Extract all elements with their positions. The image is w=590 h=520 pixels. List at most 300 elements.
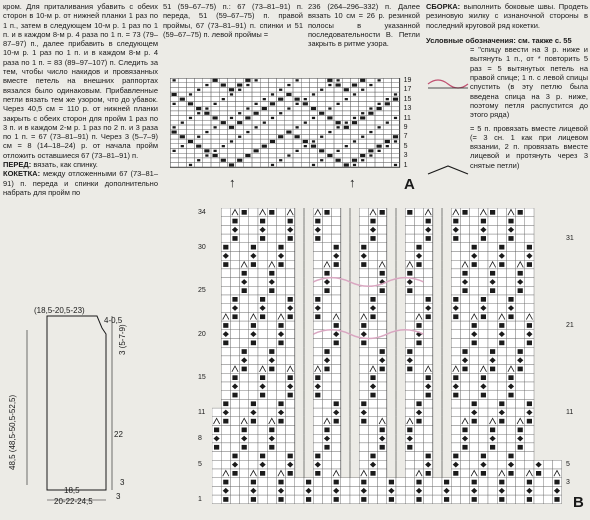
- chart-a-stitch: [255, 103, 258, 105]
- chart-b-cell: [230, 269, 239, 278]
- chart-b-cell: [267, 234, 276, 243]
- chart-b-cell: [414, 426, 423, 435]
- chart-b-cell: [249, 208, 258, 217]
- chart-b-stitch: [380, 288, 385, 293]
- chart-b-cell: [497, 426, 506, 435]
- chart-b-cell: [479, 339, 488, 348]
- chart-b-cell: [525, 347, 534, 356]
- chart-a-stitch: [378, 150, 381, 152]
- chart-a-stitch: [196, 107, 201, 110]
- chart-b-cell: [286, 399, 295, 408]
- chart-b-cell: [470, 286, 479, 295]
- chart-a-stitch: [344, 126, 349, 129]
- chart-b-cell: [525, 434, 534, 443]
- chart-b-cell: [230, 347, 239, 356]
- schematic-height-label: 48,5 (48,5-50,5-52,5): [8, 394, 17, 470]
- chart-a-stitch: [196, 145, 201, 148]
- chart-b-cell: [424, 408, 433, 417]
- chart-b-stitch: [334, 262, 339, 267]
- chart-a-stitch: [238, 136, 241, 138]
- chart-b-stitch: [334, 245, 339, 250]
- chart-b-cell: [359, 225, 368, 234]
- chart-b-cell: [488, 460, 497, 469]
- chart-a-row-number: 7: [403, 133, 408, 141]
- chart-a-stitch: [255, 126, 258, 128]
- legend-title: Условные обозначения: см. также с. 55: [426, 35, 572, 45]
- chart-b-stitch: [453, 314, 458, 319]
- chart-b-cell: [240, 408, 249, 417]
- chart-a-stitch: [246, 107, 249, 109]
- chart-b-cell: [313, 426, 322, 435]
- chart-b-stitch: [324, 428, 329, 433]
- chart-b-cell: [359, 460, 368, 469]
- chart-b-cell: [488, 486, 497, 495]
- chart-a-stitch: [312, 93, 315, 95]
- loop-stitch-icon: [428, 80, 468, 88]
- chart-a-row-number: 19: [403, 77, 412, 84]
- chart-b-cell: [479, 443, 488, 452]
- chart-b-stitch: [453, 297, 458, 302]
- chart-b-cell: [332, 391, 341, 400]
- chart-a-stitch: [378, 103, 381, 105]
- chart-b-cell: [359, 269, 368, 278]
- chart-b-cell: [286, 408, 295, 417]
- chart-b-cell: [424, 347, 433, 356]
- chart-b-cell: [368, 426, 377, 435]
- chart-b-stitch: [288, 393, 293, 398]
- chart-a-stitch: [214, 126, 217, 128]
- chart-b-cell: [516, 399, 525, 408]
- chart-b-stitch: [334, 323, 339, 328]
- chart-a-stitch: [385, 140, 390, 143]
- chart-b-stitch: [389, 480, 394, 485]
- chart-b-cell: [405, 339, 414, 348]
- chart-b-stitch: [288, 219, 293, 224]
- chart-b-stitch: [324, 367, 329, 372]
- chart-b-stitch: [453, 375, 458, 380]
- chart-b-cell: [497, 356, 506, 365]
- chart-a-stitch: [385, 102, 390, 105]
- chart-b-cell: [313, 356, 322, 365]
- chart-a-stitch: [304, 98, 307, 100]
- chart-b-cell: [451, 399, 460, 408]
- chart-a-stitch: [213, 116, 218, 119]
- chart-a-stitch: [320, 159, 323, 161]
- chart-b-cell: [276, 304, 285, 313]
- chart-b-cell: [276, 443, 285, 452]
- chart-b-cell: [359, 217, 368, 226]
- chart-b-cell: [460, 312, 469, 321]
- chart-a-stitch: [394, 140, 397, 142]
- chart-a-stitch: [394, 93, 397, 95]
- chart-a-stitch: [173, 150, 176, 152]
- chart-a-stitch: [270, 140, 275, 143]
- chart-b-cell: [286, 434, 295, 443]
- chart-a-stitch: [345, 98, 348, 100]
- chart-b-stitch: [508, 471, 513, 476]
- chart-b-cell: [230, 443, 239, 452]
- chart-b-cell: [488, 382, 497, 391]
- chart-a-stitch: [353, 93, 356, 95]
- chart-a-stitch: [278, 98, 283, 101]
- chart-b-cell: [313, 443, 322, 452]
- chart-b-cell: [414, 225, 423, 234]
- chart-b-cell: [414, 460, 423, 469]
- chart-a-stitch: [222, 98, 225, 100]
- chart-a-stitch: [245, 116, 250, 119]
- chart-a-stitch: [214, 150, 217, 152]
- chart-a-stitch: [197, 112, 200, 114]
- chart-b-row-number-left: 20: [198, 330, 206, 338]
- chart-b-stitch: [370, 454, 375, 459]
- chart-b-cell: [424, 252, 433, 261]
- chart-b-cell: [378, 486, 387, 495]
- chart-b-stitch: [508, 393, 513, 398]
- chart-a-stitch: [361, 159, 364, 161]
- chart-b-cell: [378, 460, 387, 469]
- chart-b-stitch: [472, 323, 477, 328]
- chart-a-stitch: [328, 84, 331, 86]
- chart-a-stitch: [327, 79, 332, 82]
- chart-b-cell: [451, 260, 460, 269]
- chart-a-stitch: [312, 140, 315, 142]
- chart-b-cell: [506, 347, 515, 356]
- chart-b-stitch: [481, 471, 486, 476]
- chart-a-stitch: [360, 79, 365, 82]
- chart-b-cell: [332, 269, 341, 278]
- chart-b-stitch: [380, 445, 385, 450]
- chart-b-cell: [516, 373, 525, 382]
- chart-b-cell: [322, 382, 331, 391]
- chart-b-stitch: [527, 419, 532, 424]
- chart-b-stitch: [232, 393, 237, 398]
- chart-b-stitch: [242, 288, 247, 293]
- chart-b-cell: [405, 217, 414, 226]
- chart-b-stitch: [334, 341, 339, 346]
- chart-b-cell: [543, 460, 552, 469]
- chart-b-cell: [506, 443, 515, 452]
- chart-b-cell: [488, 225, 497, 234]
- chart-b-cell: [378, 495, 387, 504]
- chart-b-cell: [332, 373, 341, 382]
- chart-b-cell: [516, 391, 525, 400]
- chart-b-cell: [451, 356, 460, 365]
- chart-a-stitch: [353, 164, 356, 166]
- chart-b-row-number-right: 5: [566, 461, 570, 469]
- chart-b-cell: [497, 304, 506, 313]
- chart-a-stitch: [295, 98, 300, 101]
- chart-b-cell: [359, 382, 368, 391]
- chart-b-cell: [506, 286, 515, 295]
- schematic-hem-label: 3: [120, 478, 125, 487]
- chart-b-cell: [470, 234, 479, 243]
- chart-b-cell: [460, 391, 469, 400]
- chart-b-cell: [460, 234, 469, 243]
- chart-a-stitch: [270, 102, 275, 105]
- chart-b-stitch: [232, 454, 237, 459]
- chart-a-stitch: [262, 145, 267, 148]
- chart-b-cell: [543, 486, 552, 495]
- chart-b-cell: [249, 295, 258, 304]
- chart-b-stitch: [334, 419, 339, 424]
- chart-b-cell: [322, 234, 331, 243]
- chart-b-cell: [424, 417, 433, 426]
- chart-a-stitch: [394, 117, 397, 119]
- chart-b-cell: [313, 417, 322, 426]
- chart-b-cell: [460, 382, 469, 391]
- chart-b-cell: [506, 278, 515, 287]
- chart-b-cell: [221, 382, 230, 391]
- chart-b-stitch: [481, 375, 486, 380]
- perod-paragraph: [3, 160, 158, 169]
- chart-b-cell: [240, 234, 249, 243]
- chart-b-cell: [552, 460, 561, 469]
- chart-b-stitch: [554, 480, 559, 485]
- chart-a-row-number: 13: [403, 105, 412, 113]
- chart-a-stitch: [352, 84, 357, 87]
- chart-b-stitch: [370, 393, 375, 398]
- chart-b-stitch: [481, 393, 486, 398]
- chart-a-stitch: [271, 93, 274, 95]
- chart-b-stitch: [518, 271, 523, 276]
- chart-b-cell: [258, 408, 267, 417]
- chart-a-stitch: [336, 84, 341, 87]
- chart-b-row-number-left: 15: [198, 374, 206, 382]
- chart-b-cell: [221, 356, 230, 365]
- chart-b-stitch: [499, 401, 504, 406]
- chart-b-stitch: [508, 219, 513, 224]
- chart-b-cell: [516, 382, 525, 391]
- chart-b-stitch: [361, 341, 366, 346]
- chart-b-stitch: [527, 401, 532, 406]
- chart-a-stitch: [393, 135, 398, 138]
- chart-b-stitch: [260, 471, 265, 476]
- chart-b-cell: [212, 495, 221, 504]
- chart-a-stitch: [237, 159, 242, 162]
- chart-b-cell: [230, 286, 239, 295]
- chart-b-cell: [525, 278, 534, 287]
- chart-b-stitch: [426, 375, 431, 380]
- chart-b-cell: [240, 321, 249, 330]
- chart-b-stitch: [407, 445, 412, 450]
- chart-b-stitch: [508, 454, 513, 459]
- legend-item-2: = 5 п. провязать вместе лицевой (= 3 сн. 1 как при лицевом вязании, 2 п. провязать вместе лицевой и протянуть через 3 снятые петли): [470, 123, 588, 170]
- chart-b-cell: [433, 486, 442, 495]
- chart-b-cell: [276, 452, 285, 461]
- chart-b-cell: [414, 434, 423, 443]
- chart-b-cell: [322, 408, 331, 417]
- chart-b-stitch: [518, 210, 523, 215]
- chart-b-cell: [258, 426, 267, 435]
- chart-b-stitch: [380, 271, 385, 276]
- chart-a-stitch: [352, 159, 357, 162]
- chart-a-stitch: [361, 136, 364, 138]
- chart-a-stitch: [230, 93, 233, 95]
- chart-a-stitch: [221, 159, 226, 162]
- legend-item-1: = "спицу ввести на 3 р. ниже и вытянуть 1 п., от * повторить 5 раз = 5 вытянутых петель на правой спице; 1 п. с левой спицы спустить (в эту петлю была введена спица на 3 р. ниже, поэтому петля распустится до этого ряда): [470, 45, 588, 120]
- chart-b-stitch: [361, 323, 366, 328]
- chart-b-cell: [359, 286, 368, 295]
- chart-b-cell: [451, 269, 460, 278]
- chart-a-stitch: [378, 79, 381, 81]
- chart-b-stitch: [407, 428, 412, 433]
- chart-b-stitch: [278, 419, 283, 424]
- chart-b-stitch: [472, 419, 477, 424]
- chart-b-cell: [451, 347, 460, 356]
- chart-b-cell: [470, 452, 479, 461]
- chart-b-cell: [286, 426, 295, 435]
- chart-b-cell: [368, 252, 377, 261]
- chart-b-cell: [286, 330, 295, 339]
- chart-b-cell: [221, 208, 230, 217]
- chart-a-stitch: [271, 117, 274, 119]
- chart-b-stitch: [527, 497, 532, 502]
- chart-b-cell: [506, 417, 515, 426]
- chart-b-stitch: [223, 323, 228, 328]
- chart-b-cell: [479, 260, 488, 269]
- chart-b-cell: [460, 330, 469, 339]
- chart-b-cell: [332, 443, 341, 452]
- chart-b-cell: [479, 356, 488, 365]
- chart-a-stitch: [221, 121, 226, 124]
- chart-b-cell: [230, 426, 239, 435]
- chart-b-stitch: [315, 454, 320, 459]
- chart-b-cell: [470, 460, 479, 469]
- chart-b-cell: [405, 399, 414, 408]
- chart-b-stitch: [554, 497, 559, 502]
- chart-b-cell: [368, 269, 377, 278]
- chart-b-stitch: [260, 375, 265, 380]
- chart-b-cell: [451, 278, 460, 287]
- chart-b-cell: [249, 373, 258, 382]
- chart-b-cell: [286, 478, 295, 487]
- chart-b-cell: [470, 443, 479, 452]
- chart-b-stitch: [288, 314, 293, 319]
- middle-text: 51 (59–67–75) п.: 67 (73–81–91) п. переда, 51 (59–67–75) п. правой проймы, 67 (73–81–91) п. спинки и 51 (59–67–75) п. левой проймы =: [163, 2, 303, 39]
- chart-a-stitch: [181, 122, 184, 124]
- chart-b-cell: [286, 486, 295, 495]
- chart-b-stitch: [232, 219, 237, 224]
- chart-b-cell: [479, 408, 488, 417]
- chart-b-cell: [267, 452, 276, 461]
- chart-b-cell: [405, 469, 414, 478]
- chart-b-cell: [451, 330, 460, 339]
- chart-b-cell: [516, 330, 525, 339]
- chart-b-cell: [230, 278, 239, 287]
- chart-b-cell: [368, 260, 377, 269]
- chart-b-cell: [414, 347, 423, 356]
- chart-b-grid: [212, 208, 562, 504]
- chart-b-stitch: [278, 245, 283, 250]
- chart-b-stitch: [380, 210, 385, 215]
- chart-b-cell: [479, 243, 488, 252]
- chart-a-stitch: [204, 112, 209, 115]
- chart-b-row-number-right: 3: [566, 478, 570, 486]
- chart-b-stitch: [527, 341, 532, 346]
- chart-b-cell: [470, 365, 479, 374]
- chart-b-stitch: [499, 245, 504, 250]
- chart-b-stitch: [481, 236, 486, 241]
- chart-b-cell: [451, 434, 460, 443]
- chart-b-cell: [322, 295, 331, 304]
- chart-b-cell: [543, 478, 552, 487]
- chart-b-cell: [313, 434, 322, 443]
- chart-b-cell: [322, 495, 331, 504]
- chart-b-label: B: [573, 494, 584, 511]
- chart-a-stitch: [344, 163, 349, 166]
- chart-b-cell: [451, 408, 460, 417]
- chart-b-cell: [240, 339, 249, 348]
- chart-b-stitch: [242, 210, 247, 215]
- chart-b-cell: [525, 286, 534, 295]
- chart-b-stitch: [508, 314, 513, 319]
- chart-a-stitch: [304, 145, 307, 147]
- chart-a-stitch: [237, 121, 242, 124]
- chart-b-cell: [286, 243, 295, 252]
- chart-b-cell: [414, 373, 423, 382]
- chart-b-stitch: [334, 497, 339, 502]
- chart-b-cell: [378, 312, 387, 321]
- chart-b-stitch: [269, 271, 274, 276]
- chart-b-cell: [258, 330, 267, 339]
- chart-b-stitch: [223, 262, 228, 267]
- chart-b-cell: [258, 269, 267, 278]
- chart-b-cell: [488, 252, 497, 261]
- chart-b-cell: [212, 452, 221, 461]
- chart-b-cell: [313, 269, 322, 278]
- chart-b-cell: [488, 495, 497, 504]
- chart-b-cell: [267, 373, 276, 382]
- chart-a-stitch: [238, 112, 241, 114]
- chart-b-cell: [258, 243, 267, 252]
- chart-b-stitch: [242, 445, 247, 450]
- chart-b-cell: [286, 495, 295, 504]
- chart-b-cell: [368, 243, 377, 252]
- chart-b-cell: [249, 365, 258, 374]
- chart-b-row-number-left: 8: [198, 435, 202, 443]
- chart-b-stitch: [426, 297, 431, 302]
- chart-b-row-number-left: 34: [198, 209, 206, 216]
- chart-b-cell: [525, 217, 534, 226]
- chart-b-stitch: [527, 480, 532, 485]
- chart-b-stitch: [370, 314, 375, 319]
- chart-b-row-number-left: 25: [198, 287, 206, 295]
- chart-b-cell: [516, 252, 525, 261]
- chart-a-stitch: [337, 103, 340, 105]
- chart-b-cell: [488, 217, 497, 226]
- chart-b-stitch: [223, 341, 228, 346]
- chart-a-row-number: 9: [403, 124, 408, 131]
- chart-b-cell: [506, 486, 515, 495]
- chart-b-stitch: [361, 419, 366, 424]
- chart-b-stitch: [453, 219, 458, 224]
- schematic-waist-label: 22: [114, 430, 123, 439]
- chart-b-cell: [221, 373, 230, 382]
- chart-b-stitch: [251, 245, 256, 250]
- chart-b-row-number-right: 21: [566, 322, 574, 330]
- chart-b-cell: [332, 208, 341, 217]
- chart-a-stitch: [197, 136, 200, 138]
- chart-a-stitch: [197, 89, 200, 91]
- chart-b-cell: [276, 286, 285, 295]
- chart-a-stitch: [327, 116, 332, 119]
- chart-b-cell: [525, 269, 534, 278]
- chart-b-cell: [396, 495, 405, 504]
- chart-b-cell: [460, 495, 469, 504]
- chart-b-cell: [341, 486, 350, 495]
- chart-a-stitch: [369, 107, 372, 109]
- chart-a-stitch: [311, 145, 316, 148]
